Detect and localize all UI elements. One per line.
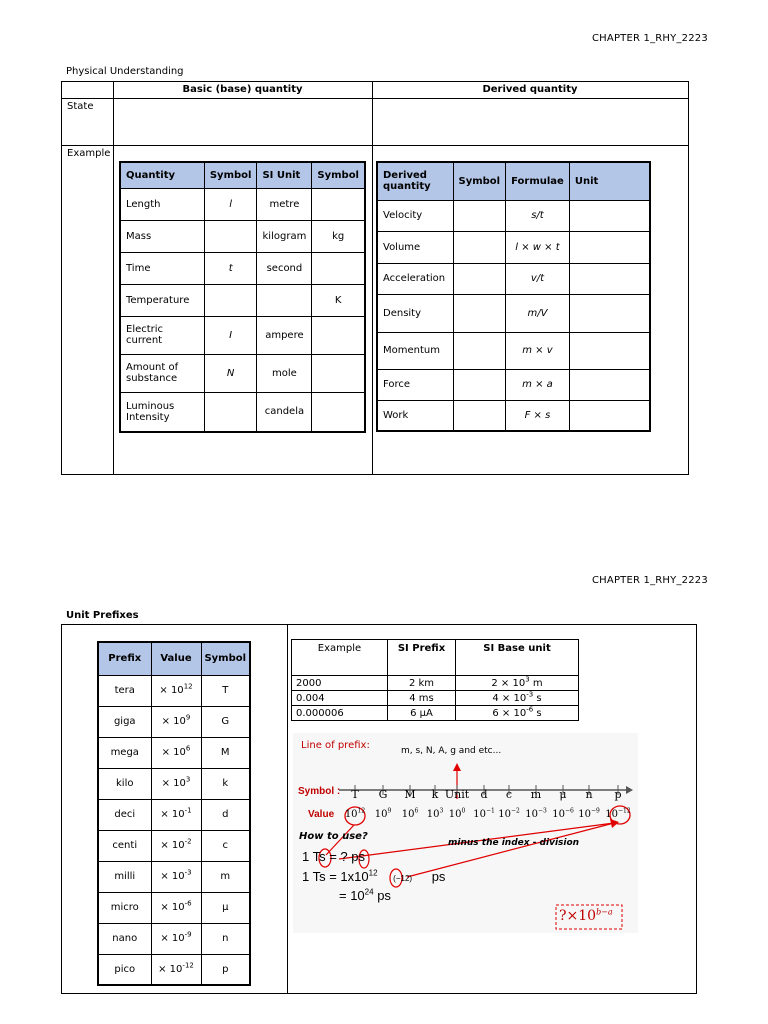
- value-cell: [151, 861, 201, 892]
- prefix-symbol-cell: c: [201, 830, 250, 861]
- derived-quantity-cell: Velocity: [377, 200, 453, 231]
- base-exponent: 3: [525, 675, 530, 684]
- chapter-header-2: CHAPTER 1_RHY_2223: [592, 575, 708, 586]
- unit-symbol-cell: [312, 316, 365, 354]
- th-unit: Unit: [569, 162, 650, 200]
- value-cell: [151, 675, 201, 706]
- base-unit: m: [529, 677, 543, 689]
- value-cell: [151, 892, 201, 923]
- equation-2: [302, 869, 445, 884]
- table-row: [98, 861, 250, 892]
- table-row: [98, 706, 250, 737]
- table-row: [98, 830, 250, 861]
- derived-quantity-cell: Density: [377, 294, 453, 332]
- prefix-symbol-cell: μ: [201, 892, 250, 923]
- table-row: [377, 200, 650, 231]
- table-row: [292, 676, 579, 691]
- prefix-cell: tera: [98, 675, 151, 706]
- prefix-symbol-label: c: [505, 788, 513, 801]
- column-header-basic: Basic (base) quantity: [182, 84, 303, 95]
- formulae-cell: v/t: [506, 263, 570, 294]
- formula-base: ?×10: [559, 908, 597, 924]
- quantity-cell: Length: [120, 188, 204, 220]
- derived-quantity-cell: Acceleration: [377, 263, 453, 294]
- prefix-symbol-label: M: [404, 788, 416, 801]
- table-row: [98, 768, 250, 799]
- base-mantissa: 6 × 10: [492, 707, 527, 719]
- th-quantity: Quantity: [120, 162, 204, 188]
- unit-cell: [569, 294, 650, 332]
- symbol-cell: N: [204, 354, 257, 392]
- prefix-cell: mega: [98, 737, 151, 768]
- th-derived-quantity: Derived quantity: [377, 162, 453, 200]
- symbol-cell: I: [204, 316, 257, 354]
- prefix-symbol-label: d: [480, 788, 488, 801]
- prefix-symbol-cell: M: [201, 737, 250, 768]
- si-base-unit-cell: [456, 691, 579, 706]
- derived-symbol-cell: [453, 294, 506, 332]
- section-title-prefixes: Unit Prefixes: [66, 610, 139, 621]
- prefix-cell: nano: [98, 923, 151, 954]
- prefix-value-label: $10^3$: [426, 807, 444, 820]
- value-exponent: −6: [564, 807, 574, 815]
- si-unit-cell: kilogram: [257, 220, 312, 252]
- table-row: [120, 252, 365, 284]
- value-exponent: -9: [184, 930, 192, 939]
- formulae-cell: s/t: [506, 200, 570, 231]
- table-row: [120, 354, 365, 392]
- table-row: [120, 188, 365, 220]
- value-exponent: 12: [183, 682, 193, 691]
- prefix-symbol-cell: p: [201, 954, 250, 985]
- value-exponent: -3: [184, 868, 192, 877]
- prefix-value-label: $10^{-1}$: [473, 807, 495, 820]
- derived-symbol-cell: [453, 332, 506, 369]
- formulae-cell: m × a: [506, 369, 570, 400]
- si-base-unit-cell: [456, 676, 579, 691]
- table-row: [98, 892, 250, 923]
- prefix-value-label: $10^9$: [374, 807, 392, 820]
- prefix-value-label: $10^{-3}$: [525, 807, 547, 820]
- value-label: Value: [308, 809, 335, 820]
- derived-quantity-cell: Momentum: [377, 332, 453, 369]
- quantity-cell: Luminous Intensity: [120, 392, 204, 432]
- si-prefix-cell: 2 km: [388, 676, 456, 691]
- units-arrowhead: [453, 763, 461, 771]
- example-cell: 2000: [292, 676, 388, 691]
- table-row: [377, 400, 650, 431]
- prefix-value-label: $10^{-6}$: [552, 807, 574, 820]
- value-base: × 10: [159, 685, 184, 696]
- table-row: [377, 369, 650, 400]
- prefix-cell: deci: [98, 799, 151, 830]
- si-base-unit-cell: [456, 706, 579, 721]
- prefix-symbol-label: p: [614, 788, 622, 801]
- value-exponent: -1: [184, 806, 192, 815]
- si-unit-cell: mole: [257, 354, 312, 392]
- derived-symbol-cell: [453, 400, 506, 431]
- value-exponent: 6: [185, 744, 191, 753]
- formulae-cell: m × v: [506, 332, 570, 369]
- value-base: × 10: [160, 902, 185, 913]
- th-formulae: Formulae: [506, 162, 570, 200]
- table-row: [377, 263, 650, 294]
- th-prefix: Prefix: [98, 642, 151, 675]
- base-exponent: -3: [526, 690, 534, 699]
- section-title: Physical Understanding: [66, 66, 184, 77]
- prefix-value-label: $10^{-12}$: [605, 807, 631, 820]
- formulae-cell: F × s: [506, 400, 570, 431]
- derived-quantity-cell: Work: [377, 400, 453, 431]
- value-exponent: -6: [184, 899, 192, 908]
- prefix-value-label: $10^{12}$: [344, 807, 366, 820]
- derived-quantity-cell: Force: [377, 369, 453, 400]
- prefix-symbol-label: μ: [559, 788, 567, 801]
- eq2-index: (−12): [393, 874, 413, 883]
- si-unit-cell: [257, 284, 312, 316]
- value-exponent: −2: [510, 807, 520, 815]
- prefix-symbol-label: T: [351, 788, 359, 801]
- prefix-symbol-label: Unit: [444, 788, 470, 801]
- symbol-cell: [204, 284, 257, 316]
- table-row: [377, 332, 650, 369]
- quantity-cell: Temperature: [120, 284, 204, 316]
- value-exponent: −9: [590, 807, 600, 815]
- prefix-symbol-cell: T: [201, 675, 250, 706]
- unit-symbol-cell: [312, 188, 365, 220]
- quantity-cell: Amount of substance: [120, 354, 204, 392]
- si-prefix-cell: 4 ms: [388, 691, 456, 706]
- prefix-symbol-cell: G: [201, 706, 250, 737]
- table-row: [120, 316, 365, 354]
- prefix-symbol-label: n: [585, 788, 593, 801]
- units-note: m, s, N, A, g and etc...: [401, 746, 502, 756]
- physical-understanding-frame: [61, 81, 689, 475]
- table-row: [292, 691, 579, 706]
- eq3-unit: ps: [373, 888, 391, 903]
- example-table: [291, 639, 579, 721]
- formulae-cell: m/V: [506, 294, 570, 332]
- value-exponent: 3: [439, 807, 444, 815]
- unit-symbol-cell: [312, 354, 365, 392]
- derived-quantity-table: [376, 161, 651, 432]
- th-example: Example: [292, 640, 388, 676]
- table-row: [120, 220, 365, 252]
- symbol-row: [293, 788, 638, 802]
- chapter-header: CHAPTER 1_RHY_2223: [592, 33, 708, 44]
- prefix-symbol-label: k: [431, 788, 439, 801]
- value-exponent: −1: [485, 807, 495, 815]
- value-exponent: 3: [185, 775, 191, 784]
- value-cell: [151, 830, 201, 861]
- value-cell: [151, 799, 201, 830]
- prefix-cell: centi: [98, 830, 151, 861]
- line-of-prefix-label: Line of prefix:: [301, 740, 370, 751]
- unit-symbol-cell: K: [312, 284, 365, 316]
- prefix-cell: milli: [98, 861, 151, 892]
- base-mantissa: 4 × 10: [492, 692, 527, 704]
- prefix-value-label: $10^{-9}$: [578, 807, 600, 820]
- table-row: [120, 284, 365, 316]
- prefix-value-label: $10^6$: [401, 807, 419, 820]
- value-base: × 10: [158, 963, 183, 975]
- value-row: [293, 809, 638, 823]
- prefix-symbol-cell: n: [201, 923, 250, 954]
- symbol-cell: [204, 220, 257, 252]
- derived-symbol-cell: [453, 200, 506, 231]
- si-prefix-cell: 6 μA: [388, 706, 456, 721]
- eq2-unit: ps: [431, 869, 446, 884]
- value-exponent: -2: [184, 837, 192, 846]
- value-exponent: -12: [182, 961, 194, 970]
- value-base: × 10: [161, 747, 186, 758]
- derived-symbol-cell: [453, 231, 506, 263]
- eq2-base: 1 Ts = 1x10: [302, 869, 369, 884]
- value-cell: [151, 923, 201, 954]
- th-value: Value: [151, 642, 201, 675]
- how-to-use-label: How to use?: [299, 831, 368, 842]
- prefix-symbol-label: G: [378, 788, 388, 801]
- value-exponent: −3: [537, 807, 547, 815]
- th-derived-symbol: Symbol: [453, 162, 506, 200]
- base-unit: s: [533, 707, 542, 719]
- table-row: [98, 737, 250, 768]
- th-symbol-2: Symbol: [312, 162, 365, 188]
- value-cell: [151, 706, 201, 737]
- unit-symbol-cell: kg: [312, 220, 365, 252]
- prefix-cell: micro: [98, 892, 151, 923]
- equation-1: 1 Ts = ? ps: [302, 849, 365, 864]
- prefix-symbol-cell: m: [201, 861, 250, 892]
- base-quantity-table: [119, 161, 366, 433]
- prefix-cell: kilo: [98, 768, 151, 799]
- si-unit-cell: candela: [257, 392, 312, 432]
- th-si-unit: SI Unit: [257, 162, 312, 188]
- unit-symbol-cell: [312, 392, 365, 432]
- si-unit-cell: ampere: [257, 316, 312, 354]
- value-base: × 10: [160, 809, 185, 820]
- base-unit: s: [533, 692, 542, 704]
- value-base: × 10: [160, 933, 185, 944]
- value-exponent: 0: [461, 807, 466, 815]
- symbol-label: Symbol :: [298, 786, 341, 797]
- unit-cell: [569, 369, 650, 400]
- quantity-cell: Time: [120, 252, 204, 284]
- unit-cell: [569, 400, 650, 431]
- formula-exp: b−a: [596, 907, 613, 917]
- table-row: [98, 954, 250, 985]
- prefix-symbol-cell: k: [201, 768, 250, 799]
- eq2-exp: 12: [368, 868, 378, 878]
- prefix-value-label: $10^{-2}$: [498, 807, 520, 820]
- table-row: [120, 392, 365, 432]
- symbol-cell: t: [204, 252, 257, 284]
- value-exponent: −12: [618, 807, 631, 815]
- prefix-value-label: $10^0$: [448, 807, 466, 820]
- table-row: [98, 799, 250, 830]
- eq3-exp: 24: [364, 887, 374, 897]
- column-header-derived: Derived quantity: [482, 84, 578, 95]
- table-row: [377, 231, 650, 263]
- row-label-state: State: [67, 101, 94, 112]
- base-exponent: -6: [526, 705, 534, 714]
- value-base: × 10: [160, 840, 185, 851]
- prefix-table: [97, 641, 251, 986]
- th-symbol: Symbol: [204, 162, 257, 188]
- example-cell: 0.004: [292, 691, 388, 706]
- value-cell: [151, 954, 201, 985]
- value-base: × 10: [161, 778, 186, 789]
- value-base: × 10: [161, 716, 186, 727]
- unit-cell: [569, 231, 650, 263]
- quantity-cell: Mass: [120, 220, 204, 252]
- row-label-example: Example: [67, 148, 111, 159]
- prefix-symbol-label: m: [530, 788, 542, 801]
- eq3-base: = 10: [339, 888, 365, 903]
- value-exponent: 6: [414, 807, 419, 815]
- th-prefix-symbol: Symbol: [201, 642, 250, 675]
- unit-cell: [569, 200, 650, 231]
- equation-3: [339, 888, 391, 903]
- derived-quantity-cell: Volume: [377, 231, 453, 263]
- derived-symbol-cell: [453, 263, 506, 294]
- value-base: × 10: [160, 871, 185, 882]
- value-exponent: 12: [357, 807, 366, 815]
- example-cell: 0.000006: [292, 706, 388, 721]
- table-row: [377, 294, 650, 332]
- th-si-prefix: SI Prefix: [388, 640, 456, 676]
- prefix-cell: giga: [98, 706, 151, 737]
- value-exponent: 9: [387, 807, 392, 815]
- unit-cell: [569, 332, 650, 369]
- symbol-cell: l: [204, 188, 257, 220]
- unit-prefixes-frame: [61, 624, 697, 994]
- si-unit-cell: second: [257, 252, 312, 284]
- value-exponent: 9: [185, 713, 191, 722]
- symbol-cell: [204, 392, 257, 432]
- value-cell: [151, 768, 201, 799]
- value-cell: [151, 737, 201, 768]
- table-row: [98, 675, 250, 706]
- table-row: [292, 706, 579, 721]
- minus-note: minus the index - division: [448, 838, 580, 848]
- th-si-base-unit: SI Base unit: [456, 640, 579, 676]
- unit-symbol-cell: [312, 252, 365, 284]
- unit-cell: [569, 263, 650, 294]
- formulae-cell: l × w × t: [506, 231, 570, 263]
- si-unit-cell: metre: [257, 188, 312, 220]
- quantity-cell: Electric current: [120, 316, 204, 354]
- prefix-cell: pico: [98, 954, 151, 985]
- table-row: [98, 923, 250, 954]
- formula: [559, 908, 613, 924]
- base-mantissa: 2 × 10: [491, 677, 526, 689]
- prefix-symbol-cell: d: [201, 799, 250, 830]
- derived-symbol-cell: [453, 369, 506, 400]
